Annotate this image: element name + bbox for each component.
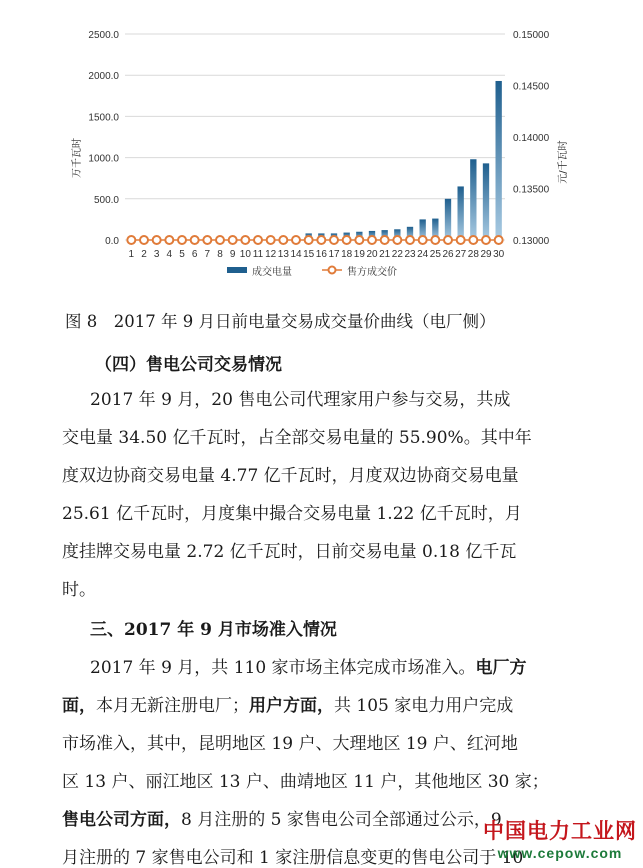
x-tick-label: 18 [341, 249, 353, 260]
figure-caption: 图 8 2017 年 9 月日前电量交易成交量价曲线（电厂侧） [65, 312, 496, 331]
price-point [393, 236, 401, 244]
price-point [216, 236, 224, 244]
para2-text: 共 105 家电力用户完成 [334, 696, 514, 716]
x-tick-label: 10 [239, 249, 251, 260]
para2-text: 8 月注册的 5 家售电公司全部通过公示，9 [181, 810, 502, 830]
para1-line-3: 度双边协商交易电量 4.77 亿千瓦时，月度双边协商交易电量 [62, 466, 519, 486]
para2-line-3: 市场准入，其中，昆明地区 19 户、大理地区 19 户、红河地 [62, 734, 518, 754]
para2-text: 2017 年 9 月，共 110 家市场主体完成市场准入。 [90, 658, 476, 678]
y-axis-label: 万千瓦时 [72, 138, 83, 178]
price-point [368, 236, 376, 244]
price-point [165, 236, 173, 244]
x-tick-label: 29 [480, 249, 492, 260]
price-point [153, 236, 161, 244]
y-tick-label: 1500.0 [88, 112, 119, 124]
para1-line-1: 2017 年 9 月，20 售电公司代理家用户参与交易，共成 [90, 390, 511, 410]
price-point [191, 236, 199, 244]
price-point [444, 236, 452, 244]
watermark-title: 中国电力工业网 [483, 819, 637, 843]
para2-line-4: 区 13 户、丽江地区 13 户、曲靖地区 11 户，其他地区 30 家； [62, 772, 549, 792]
price-point [178, 236, 186, 244]
y-tick-label: 1000.0 [88, 153, 119, 165]
price-point [140, 236, 148, 244]
y-tick-label: 2000.0 [88, 71, 119, 83]
y-axis-ticks [88, 30, 119, 247]
chart [0, 0, 643, 300]
para2-line-6: 月注册的 7 家售电公司和 1 家注册信息变更的售电公司于 10 [62, 848, 524, 868]
legend-line-label: 售方成交价 [347, 267, 397, 278]
price-point [279, 236, 287, 244]
x-tick-label: 9 [229, 249, 236, 260]
bar [496, 81, 502, 240]
x-tick-label: 12 [265, 249, 277, 260]
x-tick-label: 16 [315, 249, 327, 260]
bar [470, 159, 476, 240]
y2-tick-label: 0.15000 [513, 30, 550, 41]
price-point [330, 236, 338, 244]
y-tick-label: 500.0 [93, 194, 119, 206]
price-point [419, 236, 427, 244]
x-tick-label: 17 [328, 249, 340, 260]
x-tick-label: 6 [191, 249, 198, 260]
bar [458, 186, 464, 240]
x-tick-label: 21 [379, 249, 391, 260]
x-tick-label: 30 [493, 249, 505, 260]
x-tick-label: 13 [277, 249, 289, 260]
price-point [203, 236, 211, 244]
y2-tick-label: 0.14000 [513, 133, 550, 144]
price-point [469, 236, 477, 244]
y2-axis-ticks [513, 30, 550, 247]
x-tick-label: 27 [455, 249, 467, 260]
price-point [267, 236, 275, 244]
x-tick-label: 19 [353, 249, 365, 260]
para1-line-2: 交电量 34.50 亿千瓦时，占全部交易电量的 55.90%。其中年 [62, 428, 532, 448]
section-heading-4: （四）售电公司交易情况 [95, 355, 282, 375]
price-point [406, 236, 414, 244]
para2-line-1 [90, 653, 527, 678]
x-tick-label: 26 [442, 249, 454, 260]
price-point [254, 236, 262, 244]
x-tick-label: 24 [417, 249, 429, 260]
price-point [229, 236, 237, 244]
legend-line-marker [329, 267, 336, 274]
bar [483, 163, 489, 240]
legend [227, 265, 397, 278]
price-point [241, 236, 249, 244]
para1-line-4: 25.61 亿千瓦时，月度集中撮合交易电量 1.22 亿千瓦时，月 [62, 504, 522, 524]
x-tick-label: 4 [166, 249, 173, 260]
x-tick-label: 8 [217, 249, 223, 260]
watermark-url: www.cepow.com [497, 845, 623, 861]
price-point [431, 236, 439, 244]
y2-axis-label: 元/千瓦时 [558, 140, 569, 184]
price-point [495, 236, 503, 244]
line-series [127, 236, 502, 244]
x-tick-label: 11 [252, 249, 264, 260]
section-heading-3: 三、2017 年 9 月市场准入情况 [90, 620, 337, 640]
x-tick-label: 23 [404, 249, 416, 260]
x-tick-label: 1 [128, 249, 135, 260]
x-axis-ticks [129, 249, 505, 260]
x-tick-label: 14 [290, 249, 302, 260]
price-point [482, 236, 490, 244]
y2-tick-label: 0.14500 [513, 81, 550, 93]
x-tick-label: 2 [141, 249, 147, 260]
x-tick-label: 7 [204, 249, 211, 260]
x-tick-label: 28 [467, 249, 479, 260]
para2-line-5 [62, 805, 502, 830]
x-tick-label: 5 [179, 249, 185, 260]
price-point [355, 236, 363, 244]
y-tick-label: 2500.0 [88, 30, 119, 41]
x-tick-label: 15 [303, 249, 315, 260]
para1-line-6: 时。 [62, 580, 96, 600]
price-point [292, 236, 300, 244]
x-tick-label: 25 [429, 249, 441, 260]
bar-series [306, 81, 502, 240]
para1-line-5: 度挂牌交易电量 2.72 亿千瓦时，日前交易电量 0.18 亿千瓦 [62, 542, 517, 562]
price-point [127, 236, 135, 244]
watermark-logo [483, 815, 637, 861]
para2-bold: 用户方面， [249, 696, 334, 716]
y2-tick-label: 0.13500 [513, 184, 550, 196]
x-tick-label: 3 [153, 249, 160, 260]
price-point [381, 236, 389, 244]
legend-bar-swatch [227, 267, 247, 273]
x-tick-label: 22 [391, 249, 403, 260]
para2-bold: 电厂方 [475, 658, 527, 678]
bar [445, 199, 451, 240]
x-tick-label: 20 [366, 249, 378, 260]
para2-bold: 售电公司方面， [62, 810, 181, 830]
para2-line-2 [62, 691, 513, 716]
price-point [343, 236, 351, 244]
legend-bar-label: 成交电量 [252, 267, 292, 278]
price-point [317, 236, 325, 244]
para2-text: 本月无新注册电厂； [96, 696, 249, 716]
y-tick-label: 0.0 [105, 236, 119, 247]
price-point [457, 236, 465, 244]
y2-tick-label: 0.13000 [513, 236, 550, 247]
para2-bold: 面， [62, 696, 96, 716]
price-point [305, 236, 313, 244]
